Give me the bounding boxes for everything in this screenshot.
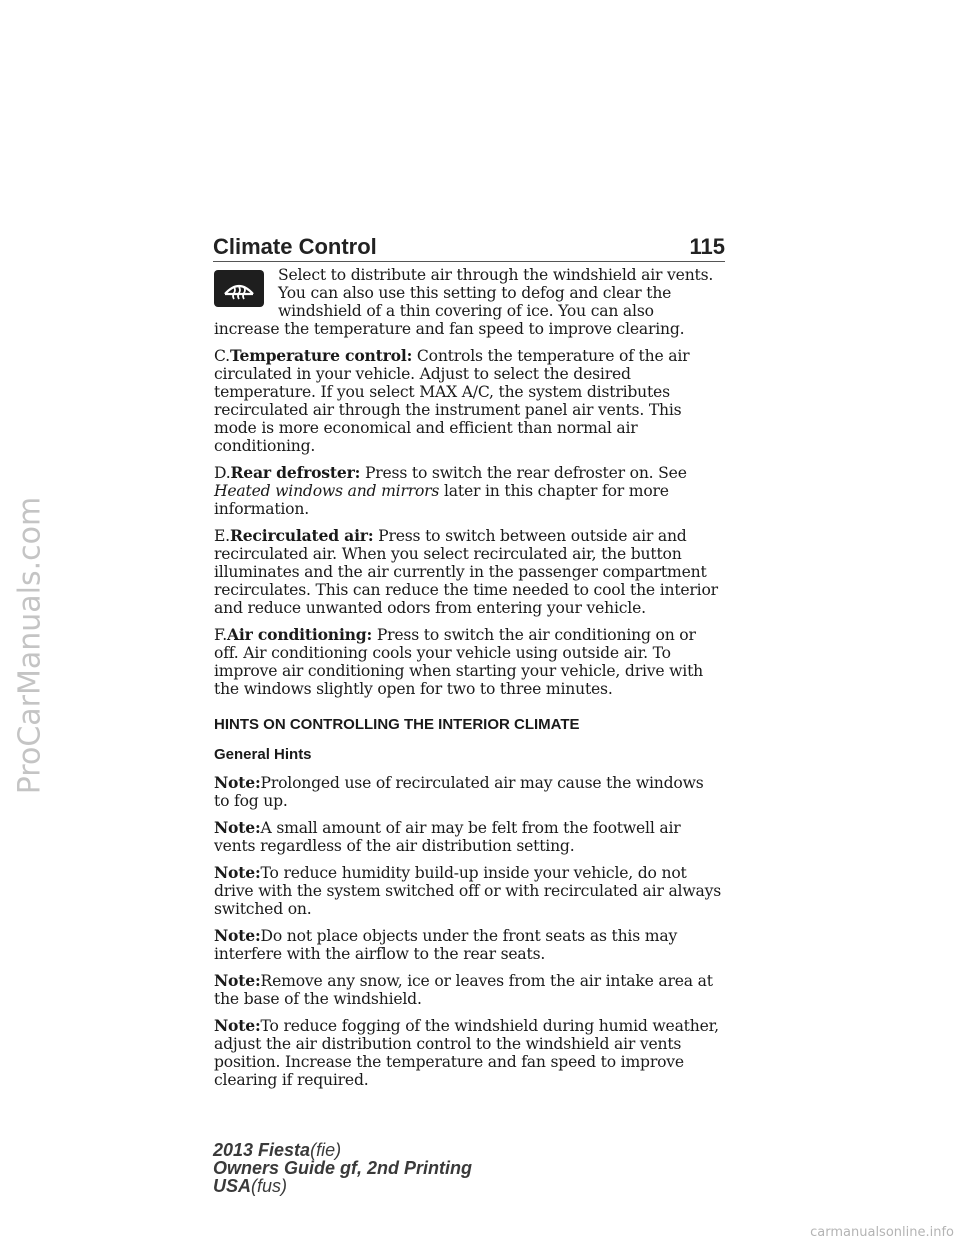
page-number: 115: [689, 234, 725, 259]
note-label: Note:: [214, 1016, 261, 1035]
windshield-defrost-icon: [214, 270, 264, 307]
item-letter-f: F.: [214, 626, 227, 644]
temperature-control-text: Controls the temperature of the air circulated in your vehicle. Adjust to select the desired temperature. If you select MAX A/C, the system distributes recirculated air through the instrument panel air vents. This mode is more economical and efficient than normal air conditioning.: [214, 347, 690, 455]
footer-guide: Owners Guide gf, 2nd Printing: [213, 1158, 473, 1178]
note-label: Note:: [214, 773, 261, 792]
section-heading: HINTS ON CONTROLLING THE INTERIOR CLIMATE: [214, 716, 580, 733]
sub-heading: General Hints: [214, 746, 312, 763]
windshield-text: Select to distribute air through the windshield air vents. You can also use this setting to defog and clear the windshield of a thin covering of ice. You can also increase the temperature and fan speed to improve clearing.: [214, 266, 714, 338]
footer-market: USA: [213, 1176, 252, 1196]
note-label: Note:: [214, 926, 261, 945]
item-letter-c: C.: [214, 347, 230, 365]
heated-windows-reference: Heated windows and mirrors: [214, 482, 440, 500]
footer-market-line: [213, 1177, 472, 1195]
air-conditioning-text: Press to switch the air conditioning on or off. Air conditioning cools your vehicle using outside air. To improve air conditioning when starting your vehicle, drive with the windows slightly open for two to three minutes.: [214, 626, 703, 698]
item-letter-d: D.: [214, 464, 231, 482]
rear-defroster-text: Press to switch the rear defroster on. See: [364, 464, 687, 482]
air-conditioning-paragraph: [214, 626, 722, 698]
note-item: [214, 774, 722, 810]
rear-defroster-text-end: later in this chapter for more information.: [214, 482, 669, 518]
temperature-control-paragraph: [214, 347, 722, 455]
page-header: [213, 230, 725, 260]
note-label: Note:: [214, 863, 261, 882]
watermark-text: ProCarManuals.com: [12, 496, 48, 794]
note-text: To reduce fogging of the windshield during humid weather, adjust the air distribution control to the windshield air vents position. Increase the temperature and fan speed to improve clearing if required.: [214, 1017, 719, 1089]
note-label: Note:: [214, 971, 261, 990]
rear-defroster-paragraph: [214, 464, 722, 518]
footer-model-code: (fie): [310, 1140, 342, 1160]
footer-market-code: (fus): [251, 1176, 288, 1196]
header-rule: [213, 261, 725, 262]
note-text: Remove any snow, ice or leaves from the air intake area at the base of the windshield.: [214, 972, 713, 1008]
recirculated-air-label: Recirculated air:: [229, 526, 374, 545]
air-conditioning-label: Air conditioning:: [226, 625, 373, 644]
recirculated-air-text: Press to switch between outside air and recirculated air. When you select recirculated air, the button illuminates and the air currently in the passenger compartment recirculates. This can reduce the time needed to cool the interior and reduce unwanted odors from entering your vehicle.: [214, 527, 718, 617]
footer-model: 2013 Fiesta: [213, 1140, 311, 1160]
note-item: [214, 927, 722, 963]
chapter-title: Climate Control: [213, 234, 377, 259]
page-content: [214, 266, 722, 1098]
windshield-paragraph: [214, 266, 722, 338]
note-text: Prolonged use of recirculated air may cause the windows to fog up.: [214, 774, 704, 810]
note-text: Do not place objects under the front seats as this may interfere with the airflow to the rear seats.: [214, 927, 678, 963]
page-footer: [213, 1141, 472, 1195]
bottom-site-watermark: carmanualsonline.info: [810, 1225, 954, 1240]
recirculated-air-paragraph: [214, 527, 722, 617]
rear-defroster-label: Rear defroster:: [230, 463, 361, 482]
footer-model-line: [213, 1141, 472, 1159]
side-watermark: [4, 480, 56, 810]
note-label: Note:: [214, 818, 261, 837]
temperature-control-label: Temperature control:: [229, 346, 413, 365]
note-item: [214, 1017, 722, 1089]
note-item: [214, 819, 722, 855]
note-text: A small amount of air may be felt from the footwell air vents regardless of the air distribution setting.: [214, 819, 681, 855]
item-letter-e: E.: [214, 527, 230, 545]
note-item: [214, 972, 722, 1008]
note-item: [214, 864, 722, 918]
note-text: To reduce humidity build-up inside your vehicle, do not drive with the system switched off or with recirculated air always switched on.: [214, 864, 721, 918]
